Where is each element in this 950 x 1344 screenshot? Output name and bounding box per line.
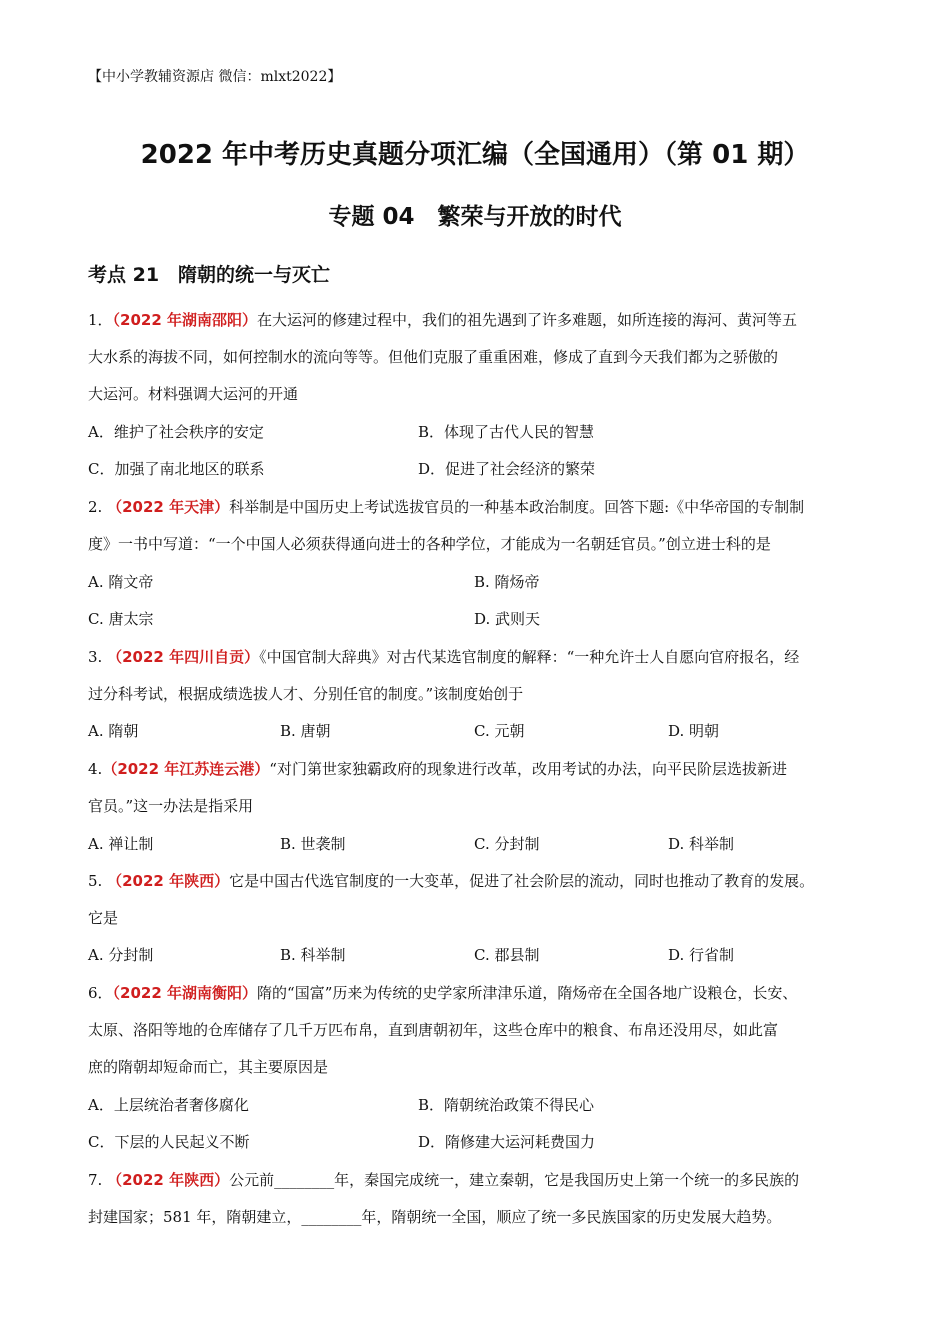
option-c: C. 分封制 xyxy=(474,835,540,853)
question-text-line: 庶的隋朝却短命而亡，其主要原因是 xyxy=(88,1058,329,1076)
section-heading: 考点 21 隋朝的统一与灭亡 xyxy=(88,264,331,286)
question-6 xyxy=(88,982,868,1003)
question-number: 6． xyxy=(88,984,113,1002)
question-text-line: 度》一书中写道：“一个中国人必须获得通向进士的各种学位，才能成为一名朝廷官员。”创立进士科的是 xyxy=(88,535,771,553)
question-text-line: 封建国家；581 年，隋朝建立，________年，隋朝统一全国，顺应了统一多民族国家的历史发展大趋势。 xyxy=(88,1208,782,1226)
option-c: C．下层的人民起义不断 xyxy=(88,1133,250,1151)
question-text: 科举制是中国历史上考试选拔官员的一种基本政治制度。回答下题:《中华帝国的专制制 xyxy=(229,498,805,516)
option-b: B. 唐朝 xyxy=(280,722,331,740)
option-b: B．体现了古代人民的智慧 xyxy=(418,423,595,441)
question-text-line: 官员。”这一办法是指采用 xyxy=(88,797,254,815)
question-text: 公元前________年，秦国完成统一，建立秦朝，它是我国历史上第一个统一的多民族的 xyxy=(229,1171,800,1189)
option-a: A. 隋朝 xyxy=(88,722,139,740)
question-source: （2022 年四川自贡） xyxy=(107,648,260,666)
question-7 xyxy=(88,1169,868,1190)
question-source: （2022 年天津） xyxy=(107,498,230,516)
option-b: B. 隋炀帝 xyxy=(474,573,540,591)
option-d: D．促进了社会经济的繁荣 xyxy=(418,460,596,478)
option-b: B. 世袭制 xyxy=(280,835,346,853)
option-c: C. 郡县制 xyxy=(474,946,540,964)
question-number: 7. xyxy=(88,1171,108,1189)
question-source: （2022 年陕西） xyxy=(107,1171,230,1189)
option-b: B．隋朝统治政策不得民心 xyxy=(418,1096,595,1114)
question-source: （2022 年江苏连云港） xyxy=(102,760,270,778)
question-text: “对门第世家独霸政府的现象进行改革，改用考试的办法，向平民阶层选拔新进 xyxy=(269,760,787,778)
question-text: 它是中国古代选官制度的一大变革，促进了社会阶层的流动，同时也推动了教育的发展。 xyxy=(229,872,815,890)
question-2 xyxy=(88,496,868,517)
option-c: C. 元朝 xyxy=(474,722,525,740)
option-a: A. 分封制 xyxy=(88,946,154,964)
question-text-line: 大运河。材料强调大运河的开通 xyxy=(88,385,299,403)
question-source: （2022 年陕西） xyxy=(107,872,230,890)
question-1 xyxy=(88,309,868,330)
question-text: 在大运河的修建过程中，我们的祖先遇到了许多难题，如所连接的海河、黄河等五 xyxy=(257,311,798,329)
option-d: D．隋修建大运河耗费国力 xyxy=(418,1133,596,1151)
question-4 xyxy=(88,758,868,779)
question-text-line: 大水系的海拔不同，如何控制水的流向等等。但他们克服了重重困难，修成了直到今天我们都为之骄傲的 xyxy=(88,348,779,366)
question-number: 5. xyxy=(88,872,108,890)
page-title: 2022 年中考历史真题分项汇编（全国通用）（第 01 期） xyxy=(140,140,810,170)
option-b: B. 科举制 xyxy=(280,946,346,964)
option-d: D. 武则天 xyxy=(474,610,541,628)
question-text: 《中国官制大辞典》对古代某选官制度的解释：“一种允许士人自愿向官府报名，经 xyxy=(259,648,800,666)
question-number: 3. xyxy=(88,648,108,666)
option-a: A．上层统治者奢侈腐化 xyxy=(88,1096,249,1114)
question-3 xyxy=(88,646,868,667)
question-5 xyxy=(88,870,868,891)
header-note: 【中小学教辅资源店 微信：mlxt2022】 xyxy=(88,69,342,85)
question-number: 2. xyxy=(88,498,108,516)
option-a: A. 隋文帝 xyxy=(88,573,154,591)
option-d: D. 科举制 xyxy=(668,835,735,853)
question-text-line: 过分科考试，根据成绩选拔人才、分别任官的制度。”该制度始创于 xyxy=(88,685,524,703)
option-c: C．加强了南北地区的联系 xyxy=(88,460,265,478)
page-subtitle: 专题 04 繁荣与开放的时代 xyxy=(328,204,622,230)
question-number: 1． xyxy=(88,311,113,329)
question-text-line: 它是 xyxy=(88,909,119,927)
option-a: A. 禅让制 xyxy=(88,835,154,853)
question-source: （2022 年湖南邵阳） xyxy=(112,311,258,329)
question-number: 4. xyxy=(88,760,103,778)
question-text-line: 太原、洛阳等地的仓库储存了几千万匹布帛，直到唐朝初年，这些仓库中的粮食、布帛还没用尽，如此富 xyxy=(88,1021,779,1039)
question-text: 隋的“国富”历来为传统的史学家所津津乐道，隋炀帝在全国各地广设粮仓，长安、 xyxy=(257,984,798,1002)
option-c: C. 唐太宗 xyxy=(88,610,154,628)
option-d: D. 明朝 xyxy=(668,722,720,740)
question-source: （2022 年湖南衡阳） xyxy=(112,984,258,1002)
option-d: D. 行省制 xyxy=(668,946,735,964)
option-a: A．维护了社会秩序的安定 xyxy=(88,423,264,441)
